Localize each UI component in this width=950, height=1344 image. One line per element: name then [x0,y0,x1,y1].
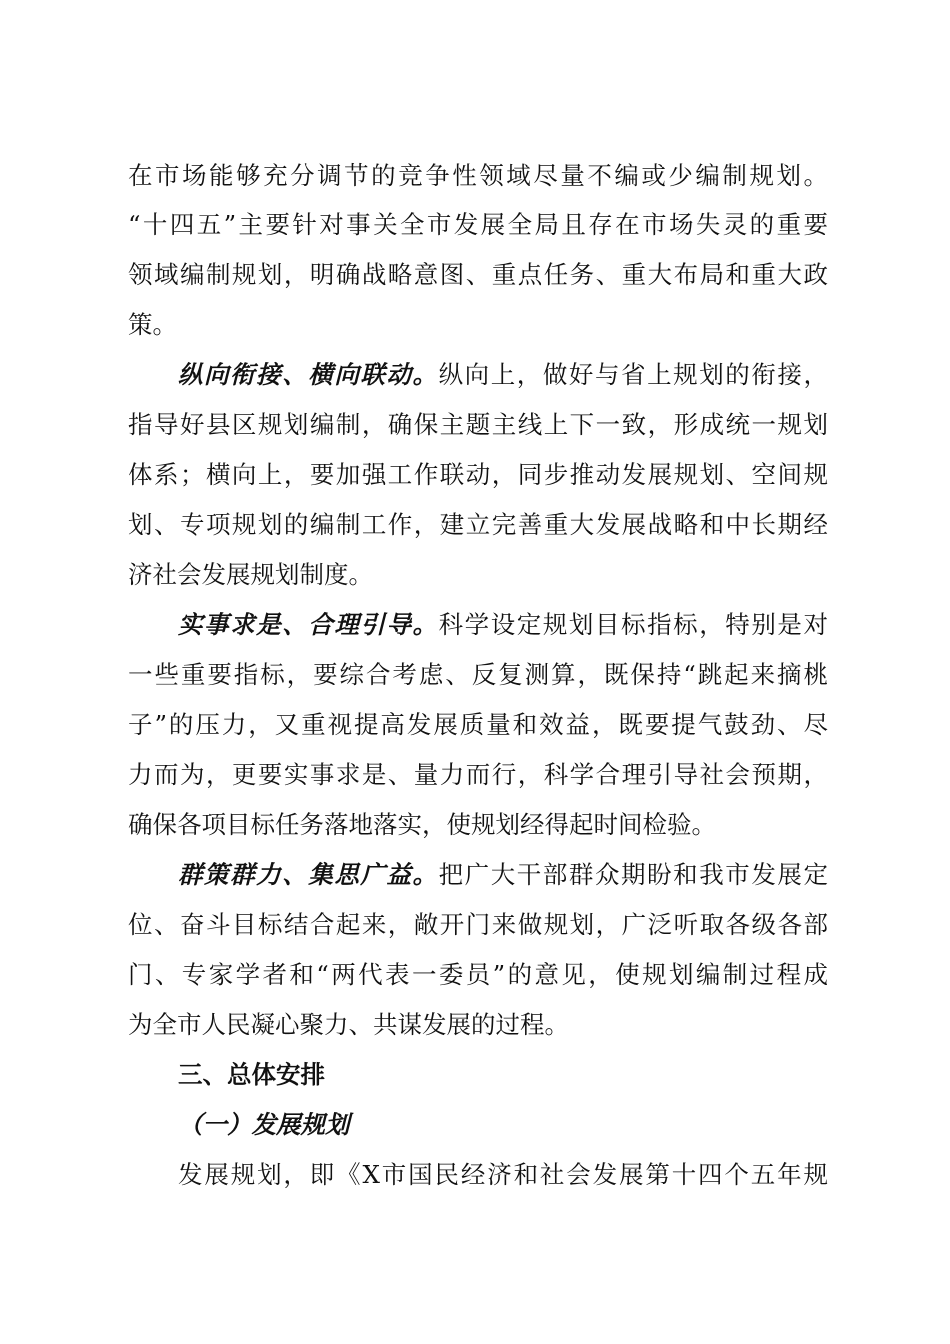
paragraph-2-line-3: 体系；横向上，要加强工作联动，同步推动发展规划、空间规 [128,460,828,489]
paragraph-5-line-1: 发展规划，即《X市国民经济和社会发展第十四个五年规 [178,1160,828,1189]
paragraph-3-lead: 实事求是、合理引导。 [178,610,439,639]
paragraph-2-lead: 纵向衔接、横向联动。 [178,360,439,389]
paragraph-3-line-1 [178,605,828,645]
section-heading: 三、总体安排 [178,1060,325,1089]
paragraph-3-line-5: 确保各项目标任务落地落实，使规划经得起时间检验。 [128,810,716,839]
paragraph-1-line-3: 领域编制规划，明确战略意图、重点任务、重大布局和重大政 [128,260,828,289]
paragraph-4-line-1 [178,855,828,895]
paragraph-1-line-4: 策。 [128,310,177,339]
paragraph-3-line-3: 子”的压力，又重视提高发展质量和效益，既要提气鼓劲、尽 [128,710,828,739]
paragraph-3-line-1-text: 科学设定规划目标指标，特别是对 [438,610,828,639]
paragraph-2-line-2: 指导好县区规划编制，确保主题主线上下一致，形成统一规划 [128,410,828,439]
paragraph-3-line-4: 力而为，更要实事求是、量力而行，科学合理引导社会预期， [128,760,828,789]
paragraph-4-line-1-text: 把广大干部群众期盼和我市发展定 [438,860,828,889]
paragraph-1-line-2: “十四五”主要针对事关全市发展全局且存在市场失灵的重要 [128,210,828,239]
paragraph-2-line-1-text: 纵向上，做好与省上规划的衔接， [438,360,828,389]
paragraph-4-lead: 群策群力、集思广益。 [178,860,439,889]
subsection-heading: （一）发展规划 [178,1110,350,1139]
paragraph-3-line-2: 一些重要指标，要综合考虑、反复测算，既保持“跳起来摘桃 [128,660,828,689]
paragraph-2-line-1 [178,355,828,395]
paragraph-2-line-4: 划、专项规划的编制工作，建立完善重大发展战略和中长期经 [128,510,828,539]
paragraph-1-line-1: 在市场能够充分调节的竞争性领域尽量不编或少编制规划。 [128,161,828,190]
paragraph-4-line-3: 门、专家学者和“两代表一委员”的意见，使规划编制过程成 [128,960,828,989]
paragraph-4-line-4: 为全市人民凝心聚力、共谋发展的过程。 [128,1010,569,1039]
paragraph-4-line-2: 位、奋斗目标结合起来，敞开门来做规划，广泛听取各级各部 [128,910,828,939]
paragraph-2-line-5: 济社会发展规划制度。 [128,560,373,589]
